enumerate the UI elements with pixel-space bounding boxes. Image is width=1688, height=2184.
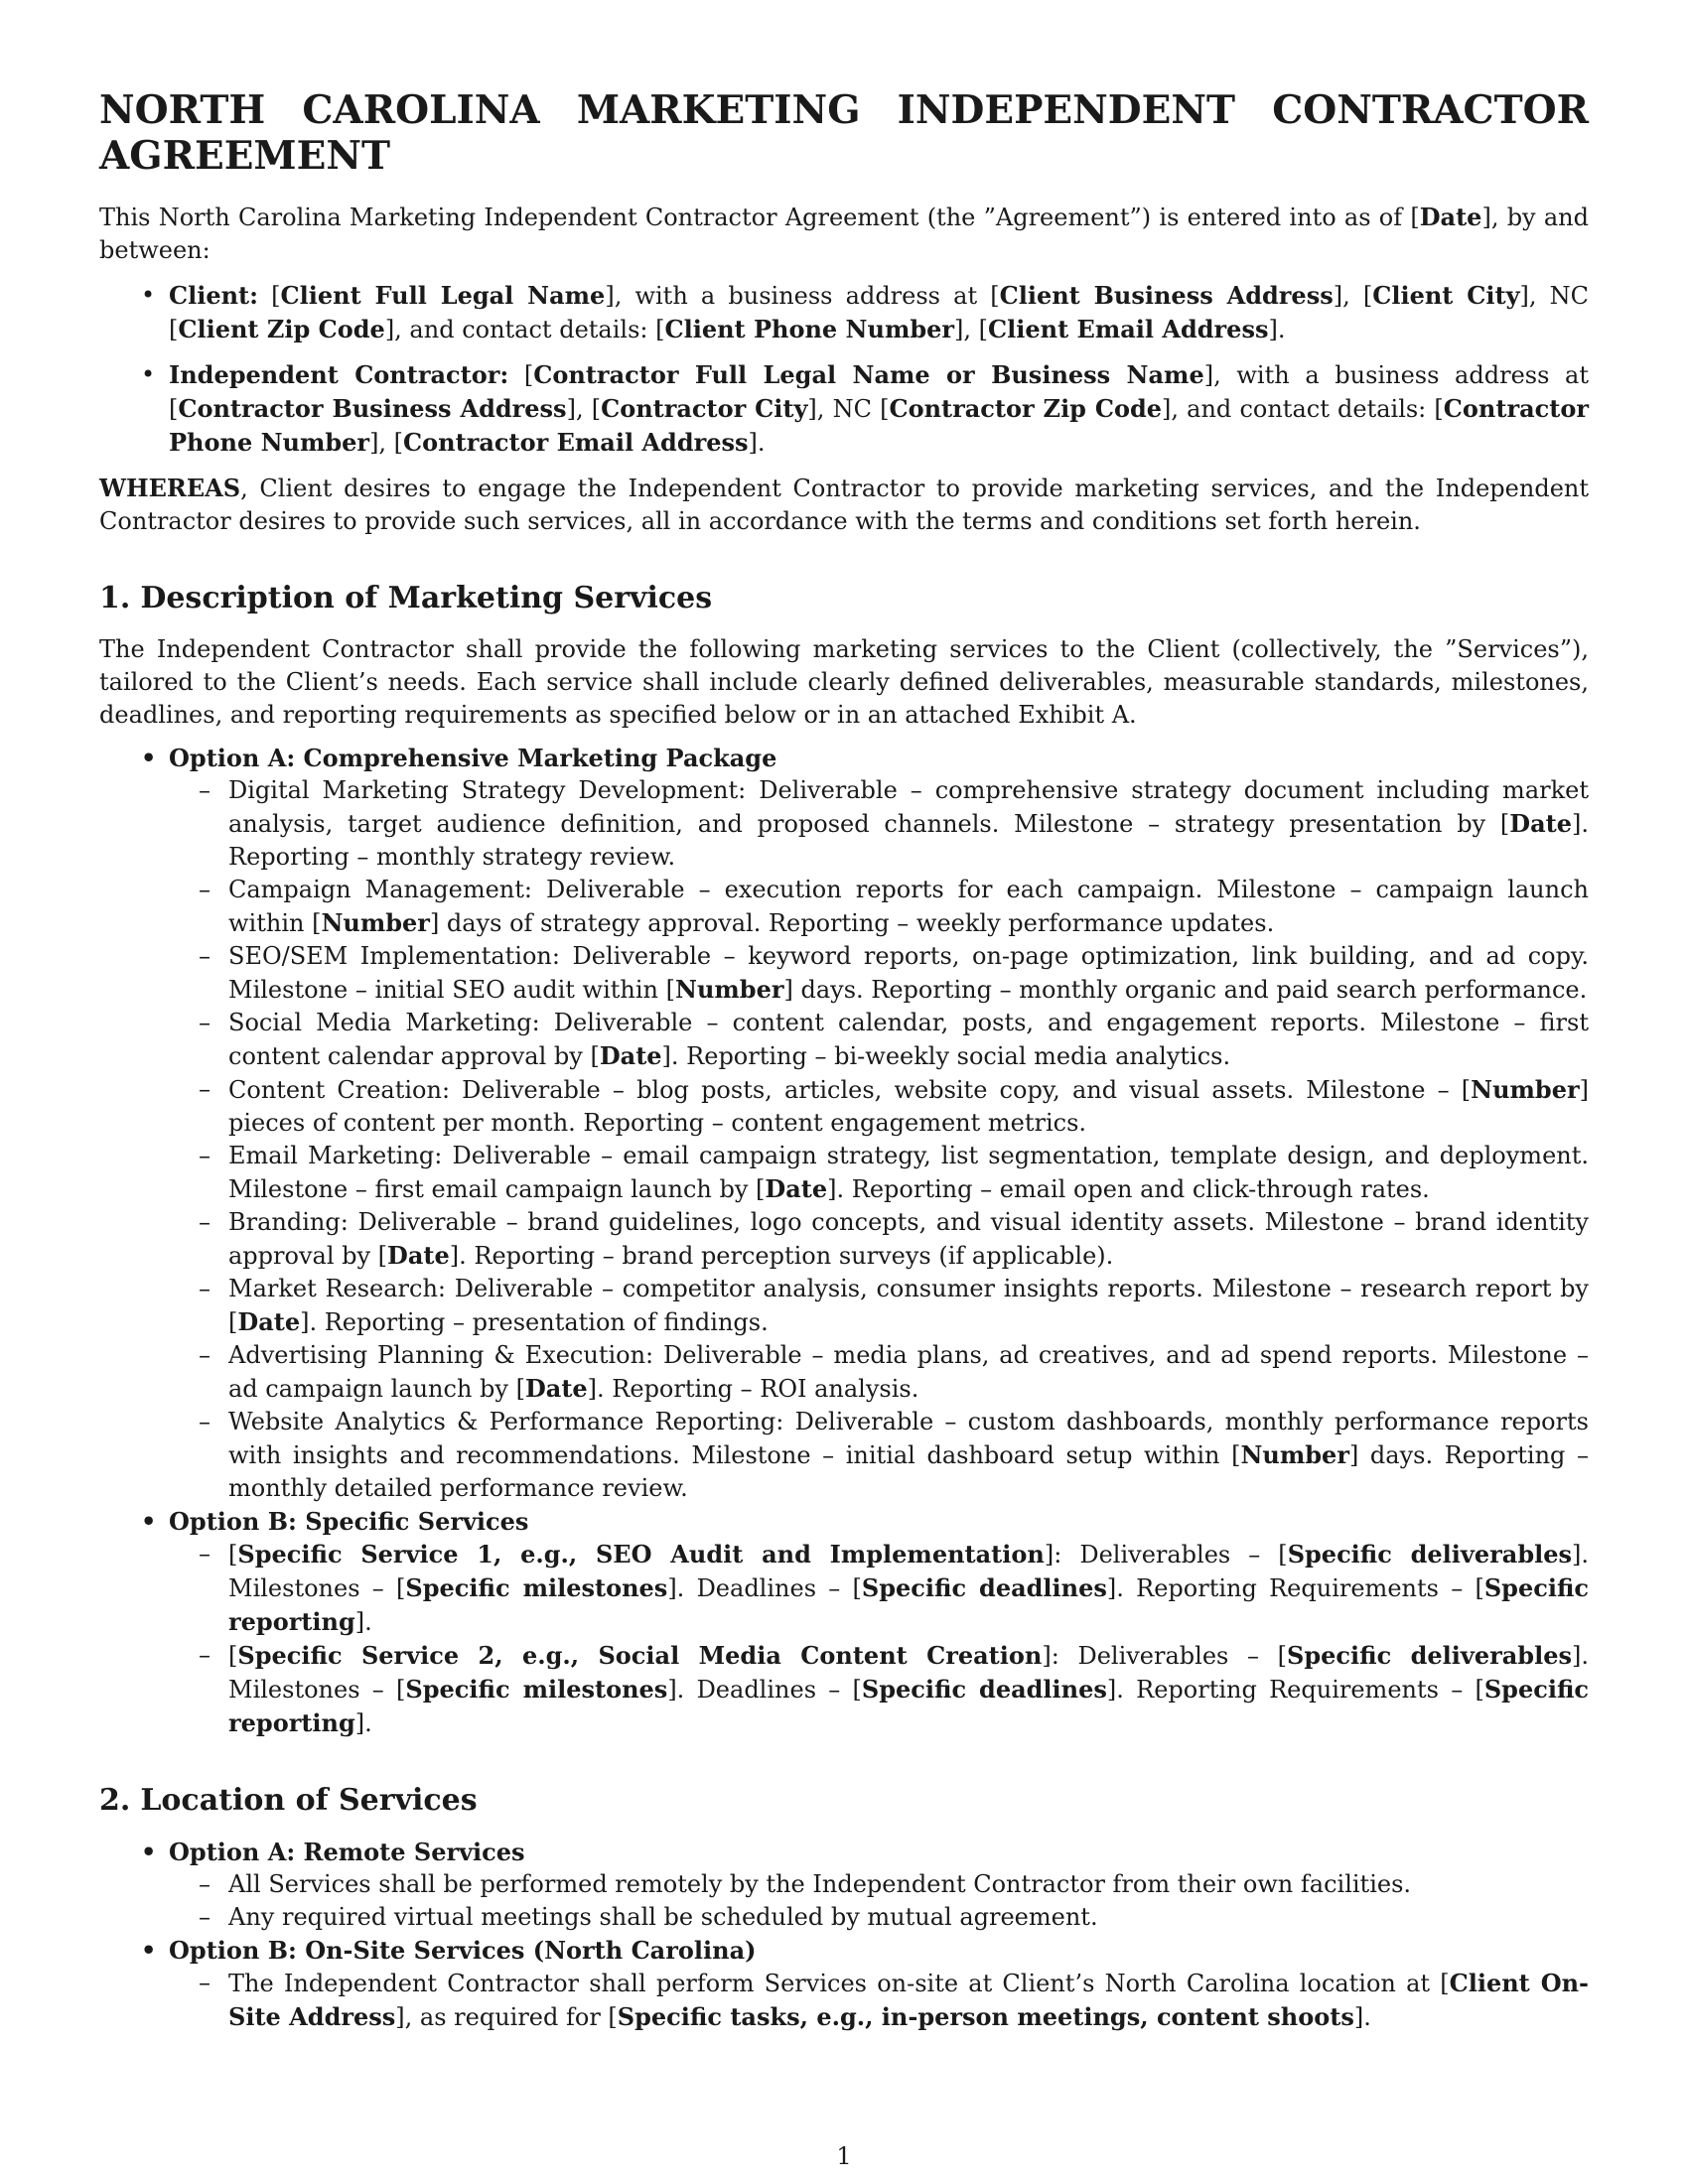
list-item: – Content Creation: Deliverable – blog posts, articles, website copy, and visual assets. Milestone – [Number] pieces of content per month. Reporting – content engagement metrics. bbox=[228, 1073, 1589, 1140]
list-item: – All Services shall be performed remotely by the Independent Contractor from their own facilities. bbox=[228, 1868, 1589, 1901]
document-page bbox=[99, 87, 1589, 2034]
option-b-label: • Option B: Specific Services bbox=[169, 1505, 1589, 1538]
parties-list bbox=[99, 279, 1589, 460]
option-a-items bbox=[169, 1868, 1589, 1934]
list-item: – Email Marketing: Deliverable – email campaign strategy, list segmentation, template design, and deployment. Milestone – first email campaign launch by [Date]. Reporting – email open and click-through rates. bbox=[228, 1140, 1589, 1206]
list-item: – SEO/SEM Implementation: Deliverable – keyword reports, on-page optimization, link building, and ad copy. Milestone – initial SEO audit within [Number] days. Reporting – monthly organic and paid search performance. bbox=[228, 940, 1589, 1007]
list-item: – Campaign Management: Deliverable – execution reports for each campaign. Milestone – campaign launch within [Number] days of strategy approval. Reporting – weekly performance updates. bbox=[228, 874, 1589, 940]
list-item: – [Specific Service 1, e.g., SEO Audit and Implementation]: Deliverables – [Specific deliverables]. Milestones – [Specific milestones]. Deadlines – [Specific deadlines]. Reporting Requirements – [Specific reporting]. bbox=[228, 1538, 1589, 1639]
option-a-label: • Option A: Comprehensive Marketing Package bbox=[169, 742, 1589, 774]
section-1-intro: The Independent Contractor shall provide the following marketing services to the Client (collectively, the ”Services”), tailored to the Client’s needs. Each service shall include clearly defined deliverables, measurable standards, milestones, deadlines, and reporting requirements as specified below or in an attached Exhibit A. bbox=[99, 635, 1589, 729]
section-1-heading: 1. Description of Marketing Services bbox=[99, 581, 713, 615]
section-1-options bbox=[99, 742, 1589, 1740]
option-b-items bbox=[169, 1538, 1589, 1740]
list-item: – Website Analytics & Performance Reporting: Deliverable – custom dashboards, monthly performance reports with insights and recommendations. Milestone – initial dashboard setup within [Number] days. Reporting – monthly detailed performance review. bbox=[228, 1406, 1589, 1505]
list-item: – Advertising Planning & Execution: Deliverable – media plans, ad creatives, and ad spend reports. Milestone – ad campaign launch by [Date]. Reporting – ROI analysis. bbox=[228, 1339, 1589, 1406]
party-client: • Client: [Client Full Legal Name], with a business address at [Client Business Address], [Client City], NC [Client Zip Code], and contact details: [Client Phone Number], [Client Email Address]. bbox=[169, 279, 1589, 346]
option-b-label: • Option B: On-Site Services (North Carolina) bbox=[169, 1934, 1589, 1967]
party-contractor: • Independent Contractor: [Contractor Full Legal Name or Business Name], with a business address at [Contractor Business Address], [Contractor City], NC [Contractor Zip Code], and contact details: [Contractor Phone Number], [Contractor Email Address]. bbox=[169, 358, 1589, 460]
list-item: – The Independent Contractor shall perform Services on-site at Client’s North Carolina location at [Client On-Site Address], as required for [Specific tasks, e.g., in-person meetings, content shoots]. bbox=[228, 1967, 1589, 2034]
list-item: – Digital Marketing Strategy Development: Deliverable – comprehensive strategy document including market analysis, target audience definition, and proposed channels. Milestone – strategy presentation by [Date]. Reporting – monthly strategy review. bbox=[228, 774, 1589, 874]
list-item: – Any required virtual meetings shall be scheduled by mutual agreement. bbox=[228, 1901, 1589, 1934]
list-item: – [Specific Service 2, e.g., Social Media Content Creation]: Deliverables – [Specific deliverables]. Milestones – [Specific milestones]. Deadlines – [Specific deadlines]. Reporting Requirements – [Specific reporting]. bbox=[228, 1639, 1589, 1740]
option-b-items bbox=[169, 1967, 1589, 2034]
date-placeholder: Date bbox=[1419, 203, 1482, 231]
list-item: – Market Research: Deliverable – competitor analysis, consumer insights reports. Milestone – research report by [Date]. Reporting – presentation of findings. bbox=[228, 1273, 1589, 1339]
option-a-label: • Option A: Remote Services bbox=[169, 1836, 1589, 1868]
option-a-items bbox=[169, 774, 1589, 1505]
section-2-heading: 2. Location of Services bbox=[99, 1783, 478, 1818]
document-title: NORTH CAROLINA MARKETING INDEPENDENT CONTRACTOR AGREEMENT bbox=[99, 87, 1589, 179]
page-number: 1 bbox=[836, 2142, 852, 2170]
option-a bbox=[169, 742, 1589, 1505]
list-item: – Branding: Deliverable – brand guidelines, logo concepts, and visual identity assets. Milestone – brand identity approval by [Date]. Reporting – brand perception surveys (if applicable). bbox=[228, 1206, 1589, 1273]
whereas-paragraph: WHEREAS, Client desires to engage the Independent Contractor to provide marketing services, and the Independent Contractor desires to provide such services, all in accordance with the terms and conditions set forth herein. bbox=[99, 474, 1589, 535]
list-item: – Social Media Marketing: Deliverable – content calendar, posts, and engagement reports. Milestone – first content calendar approval by [Date]. Reporting – bi-weekly social media analytics. bbox=[228, 1007, 1589, 1073]
option-b bbox=[169, 1505, 1589, 1740]
intro-paragraph: This North Carolina Marketing Independent Contractor Agreement (the ”Agreement”) is entered into as of [Date], by and between: bbox=[99, 203, 1589, 264]
option-a bbox=[169, 1836, 1589, 1934]
section-2-options bbox=[99, 1836, 1589, 2034]
option-b bbox=[169, 1934, 1589, 2034]
